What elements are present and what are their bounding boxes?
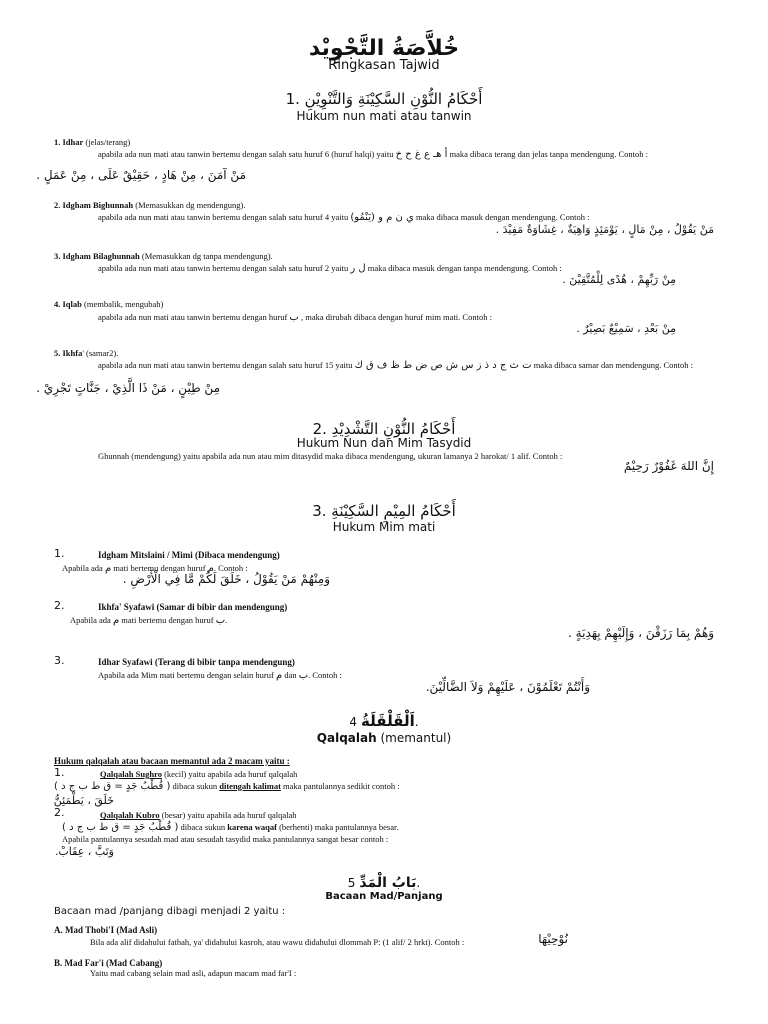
ikhfa-example: مِنْ طِيْنٍ ، مَنْ ذَا الَّذِيْ ، جَنَّاتٍ تَجْرِيْ . [36, 381, 220, 395]
qalqalah-intro: Hukum qalqalah atau bacaan memantul ada 2 macam yaitu : [54, 756, 290, 766]
section-3-heading: Hukum Mim mati [332, 520, 436, 534]
mad-thobii-example: نُوْحِيْهَا [538, 932, 568, 946]
idgham-bighunnah-description: apabila ada nun mati atau tanwin bertemu dengan salah satu huruf 4 yaitu (يَنْمُو) ي ن م و maka dibaca masuk dengan mendengung. Contoh : [98, 212, 590, 223]
idhar-example: مَنْ آمَنَ ، مِنْ هَادٍ ، حَقِيْقٌ عَلَى ، مِنْ عَمَلٍ . [36, 168, 246, 182]
idgham-bilaghunnah-example: مِنْ رَبِّهِمْ ، هُدًى لِلْمُتَّقِيْنَ . [562, 273, 676, 286]
iqlab-letter: ب [289, 312, 299, 323]
idgham-bighunnah-title: 2. Idgham Bighunnah (Memasukkan dg mendengung). [54, 200, 246, 210]
mad-fari-description: Yaitu mad cabang selain mad asli, adapun macam mad far'I : [90, 968, 297, 978]
mad-thobii-title: A. Mad Thobi'I (Mad Asli) [54, 925, 158, 935]
ikhfa-syafawi-description: Apabila ada م mati bertemu dengan huruf ب. [70, 615, 228, 626]
qalqalah-item-2-number: 2. [54, 806, 65, 819]
page-title: Ringkasan Tajwid [328, 58, 440, 73]
iqlab-example: مِنْ بَعْدِ ، سَمِيْعٌ بَصِيْرٌ . [576, 322, 676, 335]
ikhfa-title: 5. Ikhfa' (samar2). [54, 348, 119, 358]
idgham-bighunnah-example: مَنْ يَقُوْلُ ، مِنْ مَالٍ ، يَوْمَئِذٍ وَاهِيَةٌ ، غِشَاوَةٌ مَفِيْدَ . [495, 223, 714, 236]
qalqalah-sughro-example: خَلَقَ ، يَطْمَئِنُّ [53, 794, 114, 807]
qalqalah-kubro-letters: ( قُطْبُ جَدٍ = ق ط ب ج د ) [62, 822, 179, 833]
idgham-bighunnah-letters: (يَنْمُو) ي ن م و [350, 212, 414, 223]
qalqalah-sughro-description: ( قُطْبُ جَدٍ = ق ط ب ج د ) dibaca sukun ditengah kalimat maka pantulannya sedikit contoh : [54, 781, 400, 792]
ikhfa-description: apabila ada nun mati atau tanwin bertemu dengan salah satu huruf 15 yaitu ت ث ج د ذ ز س ش ص ض ط ظ ف ق ك maka dibaca samar dan mendengung. Contoh : [98, 360, 694, 371]
idgham-mitslaini-title: Idgham Mitslaini / Mimi (Dibaca mendengung) [98, 550, 280, 560]
idgham-mitslaini-example: وَمِنْهُمْ مَنْ يَقُوْلُ ، خَلَقَ لَكُمْ مَّا فِي الْأَرْضِ . [122, 572, 330, 586]
section-2-heading: Hukum Nun dan Mim Tasydid [296, 436, 472, 450]
idgham-mitslaini-description: Apabila ada م mati bertemu dengan huruf م. Contoh : [62, 563, 248, 574]
iqlab-description: apabila ada nun mati atau tanwin bertemu dengan huruf ب , maka dirubah dibaca dengan huruf mim mati. Contoh : [98, 312, 492, 323]
idhar-syafawi-description: Apabila ada Mim mati bertemu dengan selain huruf م dan ب. Contoh : [98, 670, 342, 681]
mim-item-3-number: 3. [54, 654, 65, 667]
mad-fari-title: B. Mad Far'i (Mad Cabang) [54, 958, 163, 968]
qalqalah-sughro-letters: ( قُطْبُ جَدٍ = ق ط ب ج د ) [54, 781, 171, 792]
iqlab-title: 4. Iqlab (membalik, mengubah) [54, 299, 164, 309]
idhar-syafawi-title: Idhar Syafawi (Terang di bibir tanpa mendengung) [98, 657, 295, 667]
qalqalah-kubro-title: Qalqalah Kubro (besar) yaitu apabila ada huruf qalqalah [100, 810, 297, 820]
mim-item-2-number: 2. [54, 599, 65, 612]
idhar-letters: أ هـ ع غ ح خ [395, 149, 448, 160]
mim-item-1-number: 1. [54, 547, 65, 560]
section-4-heading: Qalqalah (memantul) [316, 731, 452, 745]
qalqalah-kubro-description-2: Apabila pantulannya sesudah mad atau sesudah tasydid maka pantulannya sangat besar contoh : [62, 834, 389, 844]
qalqalah-kubro-description: ( قُطْبُ جَدٍ = ق ط ب ج د ) dibaca sukun karena waqaf (berhenti) maka pantulannya besar. [62, 822, 399, 833]
idhar-title: 1. Idhar (jelas/terang) [54, 137, 131, 147]
section-5-heading-arabic: بَابُ الْمَدِّ 5. [347, 875, 421, 891]
qalqalah-sughro-title: Qalqalah Sughro (kecil) yaitu apabila ada huruf qalqalah [100, 769, 298, 779]
ikhfa-letters: ت ث ج د ذ ز س ش ص ض ط ظ ف ق ك [354, 360, 532, 371]
section-1-heading-arabic: أَحْكَامُ النُّوْنِ السَّكِيْنَةِ وَالتَّنْوِيْنِ .1 [285, 90, 483, 108]
ghunnah-description: Ghunnah (mendengung) yaitu apabila ada nun atau mim ditasydid maka dibaca mendengung, ukuran lamanya 2 harokat/ 1 alif. Contoh : [98, 451, 563, 461]
ikhfa-syafawi-example: وَهُمْ بِمَا رَزَقْنَ ، وَإِلَيْهِمْ بِهَدِيَةٍ . [568, 626, 714, 640]
section-5-heading: Bacaan Mad/Panjang [325, 891, 443, 902]
idgham-bilaghunnah-letters: ل ر [350, 263, 366, 274]
qalqalah-item-1-number: 1. [54, 766, 65, 779]
ikhfa-syafawi-title: Ikhfa' Syafawi (Samar di bibir dan mendengung) [98, 602, 288, 612]
section-1-heading: Hukum nun mati atau tanwin [296, 109, 472, 123]
idhar-syafawi-example: وَأَنْتُمْ تَعْلَمُوْنَ ، عَلَيْهِمْ وَلاَ الضَّالِّيْنَ. [425, 680, 590, 694]
page-title-arabic: خُلاَّصَةُ التَّجْوِيْد [308, 36, 460, 61]
idhar-description: apabila ada nun mati atau tanwin bertemu dengan salah satu huruf 6 (huruf halqi) yaitu أ هـ ع غ ح خ maka dibaca terang dan jelas tanpa mendengung. Contoh : [98, 149, 648, 160]
section-3-heading-arabic: أَحْكَامُ المِيْمِ السَّكِيْنَةِ .3 [312, 502, 456, 520]
section-4-heading-arabic: اَلْقَلْقَلَةُ 4. [349, 712, 419, 730]
section-2-heading-arabic: أَحْكَامُ النُّوْنِ التَّشْدِيْدِ .2 [312, 420, 456, 438]
mad-intro: Bacaan mad /panjang dibagi menjadi 2 yaitu : [54, 906, 286, 917]
idgham-bilaghunnah-title: 3. Idgham Bilaghunnah (Memasukkan dg tanpa mendengung). [54, 251, 273, 261]
ghunnah-example: إِنَّ اللهَ غَفُوْرٌ رَحِيْمٌ [623, 459, 714, 473]
qalqalah-kubro-example: وَتَبَّ ، عِقَابْ. [54, 845, 114, 858]
idgham-bilaghunnah-description: apabila ada nun mati atau tanwin bertemu dengan salah satu huruf 2 yaitu ل ر maka dibaca masuk dengan tanpa mendengung. Contoh : [98, 263, 562, 274]
mad-thobii-description: Bila ada alif didahului fathah, ya' didahului kasroh, atau wawu didahului dlommah P: (1 alif/ 2 hrkt). Contoh : [90, 937, 465, 947]
